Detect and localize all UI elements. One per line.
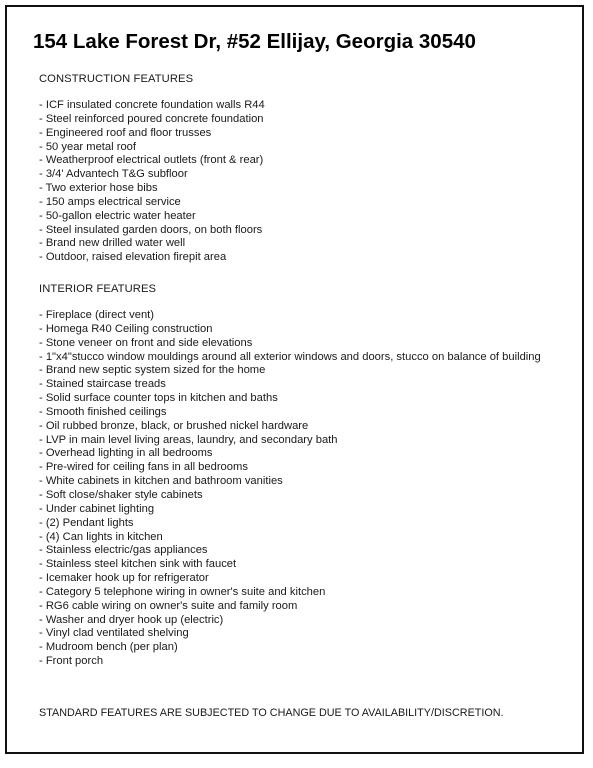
- list-item: - LVP in main level living areas, laundry, and secondary bath: [39, 433, 338, 446]
- list-item: - 3/4' Advantech T&G subfloor: [39, 168, 188, 181]
- list-item: - (4) Can lights in kitchen: [39, 530, 163, 543]
- list-item: - Icemaker hook up for refrigerator: [39, 572, 209, 585]
- list-item: - Stained staircase treads: [39, 378, 166, 391]
- list-item: - 50-gallon electric water heater: [39, 209, 196, 222]
- list-item: - Washer and dryer hook up (electric): [39, 613, 224, 626]
- list-item: - Engineered roof and floor trusses: [39, 126, 212, 139]
- list-item: - Category 5 telephone wiring in owner's suite and kitchen: [39, 585, 326, 598]
- list-item: - Stainless electric/gas appliances: [39, 544, 208, 557]
- list-item: - Mudroom bench (per plan): [39, 641, 178, 654]
- list-item: - Homega R40 Ceiling construction: [39, 322, 213, 335]
- list-item: - Brand new septic system sized for the home: [39, 364, 266, 377]
- interior-features-heading: INTERIOR FEATURES: [39, 283, 157, 295]
- list-item: - (2) Pendant lights: [39, 516, 134, 529]
- list-item: - Stone veneer on front and side elevations: [39, 336, 253, 349]
- list-item: - RG6 cable wiring on owner's suite and family room: [39, 599, 298, 612]
- list-item: - Outdoor, raised elevation firepit area: [39, 251, 227, 264]
- list-item: - ICF insulated concrete foundation walls R44: [39, 99, 265, 111]
- list-item: - Steel insulated garden doors, on both floors: [39, 223, 263, 236]
- list-item: - Under cabinet lighting: [39, 502, 155, 515]
- list-item: - Solid surface counter tops in kitchen and baths: [39, 392, 278, 405]
- list-item: - 150 amps electrical service: [39, 195, 181, 208]
- list-item: - Pre-wired for ceiling fans in all bedrooms: [39, 461, 248, 474]
- list-item: - Brand new drilled water well: [39, 237, 186, 250]
- list-item: - Two exterior hose bibs: [39, 182, 158, 195]
- list-item: - White cabinets in kitchen and bathroom vanities: [39, 475, 283, 488]
- list-item: - 1"x4"stucco window mouldings around all exterior windows and doors, stucco on balance of building: [39, 350, 541, 363]
- list-item: - Soft close/shaker style cabinets: [39, 488, 203, 501]
- construction-features-heading: CONSTRUCTION FEATURES: [39, 73, 194, 85]
- list-item: - Fireplace (direct vent): [39, 309, 155, 321]
- list-item: - Weatherproof electrical outlets (front & rear): [39, 154, 264, 167]
- list-item: - Front porch: [39, 655, 104, 668]
- construction-features-list: [39, 99, 265, 265]
- list-item: - Stainless steel kitchen sink with faucet: [39, 558, 237, 571]
- list-item: - Vinyl clad ventilated shelving: [39, 627, 189, 640]
- disclaimer-note: STANDARD FEATURES ARE SUBJECTED TO CHANGE DUE TO AVAILABILITY/DISCRETION.: [39, 707, 504, 719]
- list-item: - Oil rubbed bronze, black, or brushed nickel hardware: [39, 419, 309, 432]
- interior-features-list: [39, 309, 541, 669]
- list-item: - Steel reinforced poured concrete foundation: [39, 112, 264, 125]
- list-item: - Smooth finished ceilings: [39, 405, 167, 418]
- list-item: - Overhead lighting in all bedrooms: [39, 447, 213, 460]
- list-item: - 50 year metal roof: [39, 140, 137, 153]
- page-title: 154 Lake Forest Dr, #52 Ellijay, Georgia 30540: [33, 30, 476, 53]
